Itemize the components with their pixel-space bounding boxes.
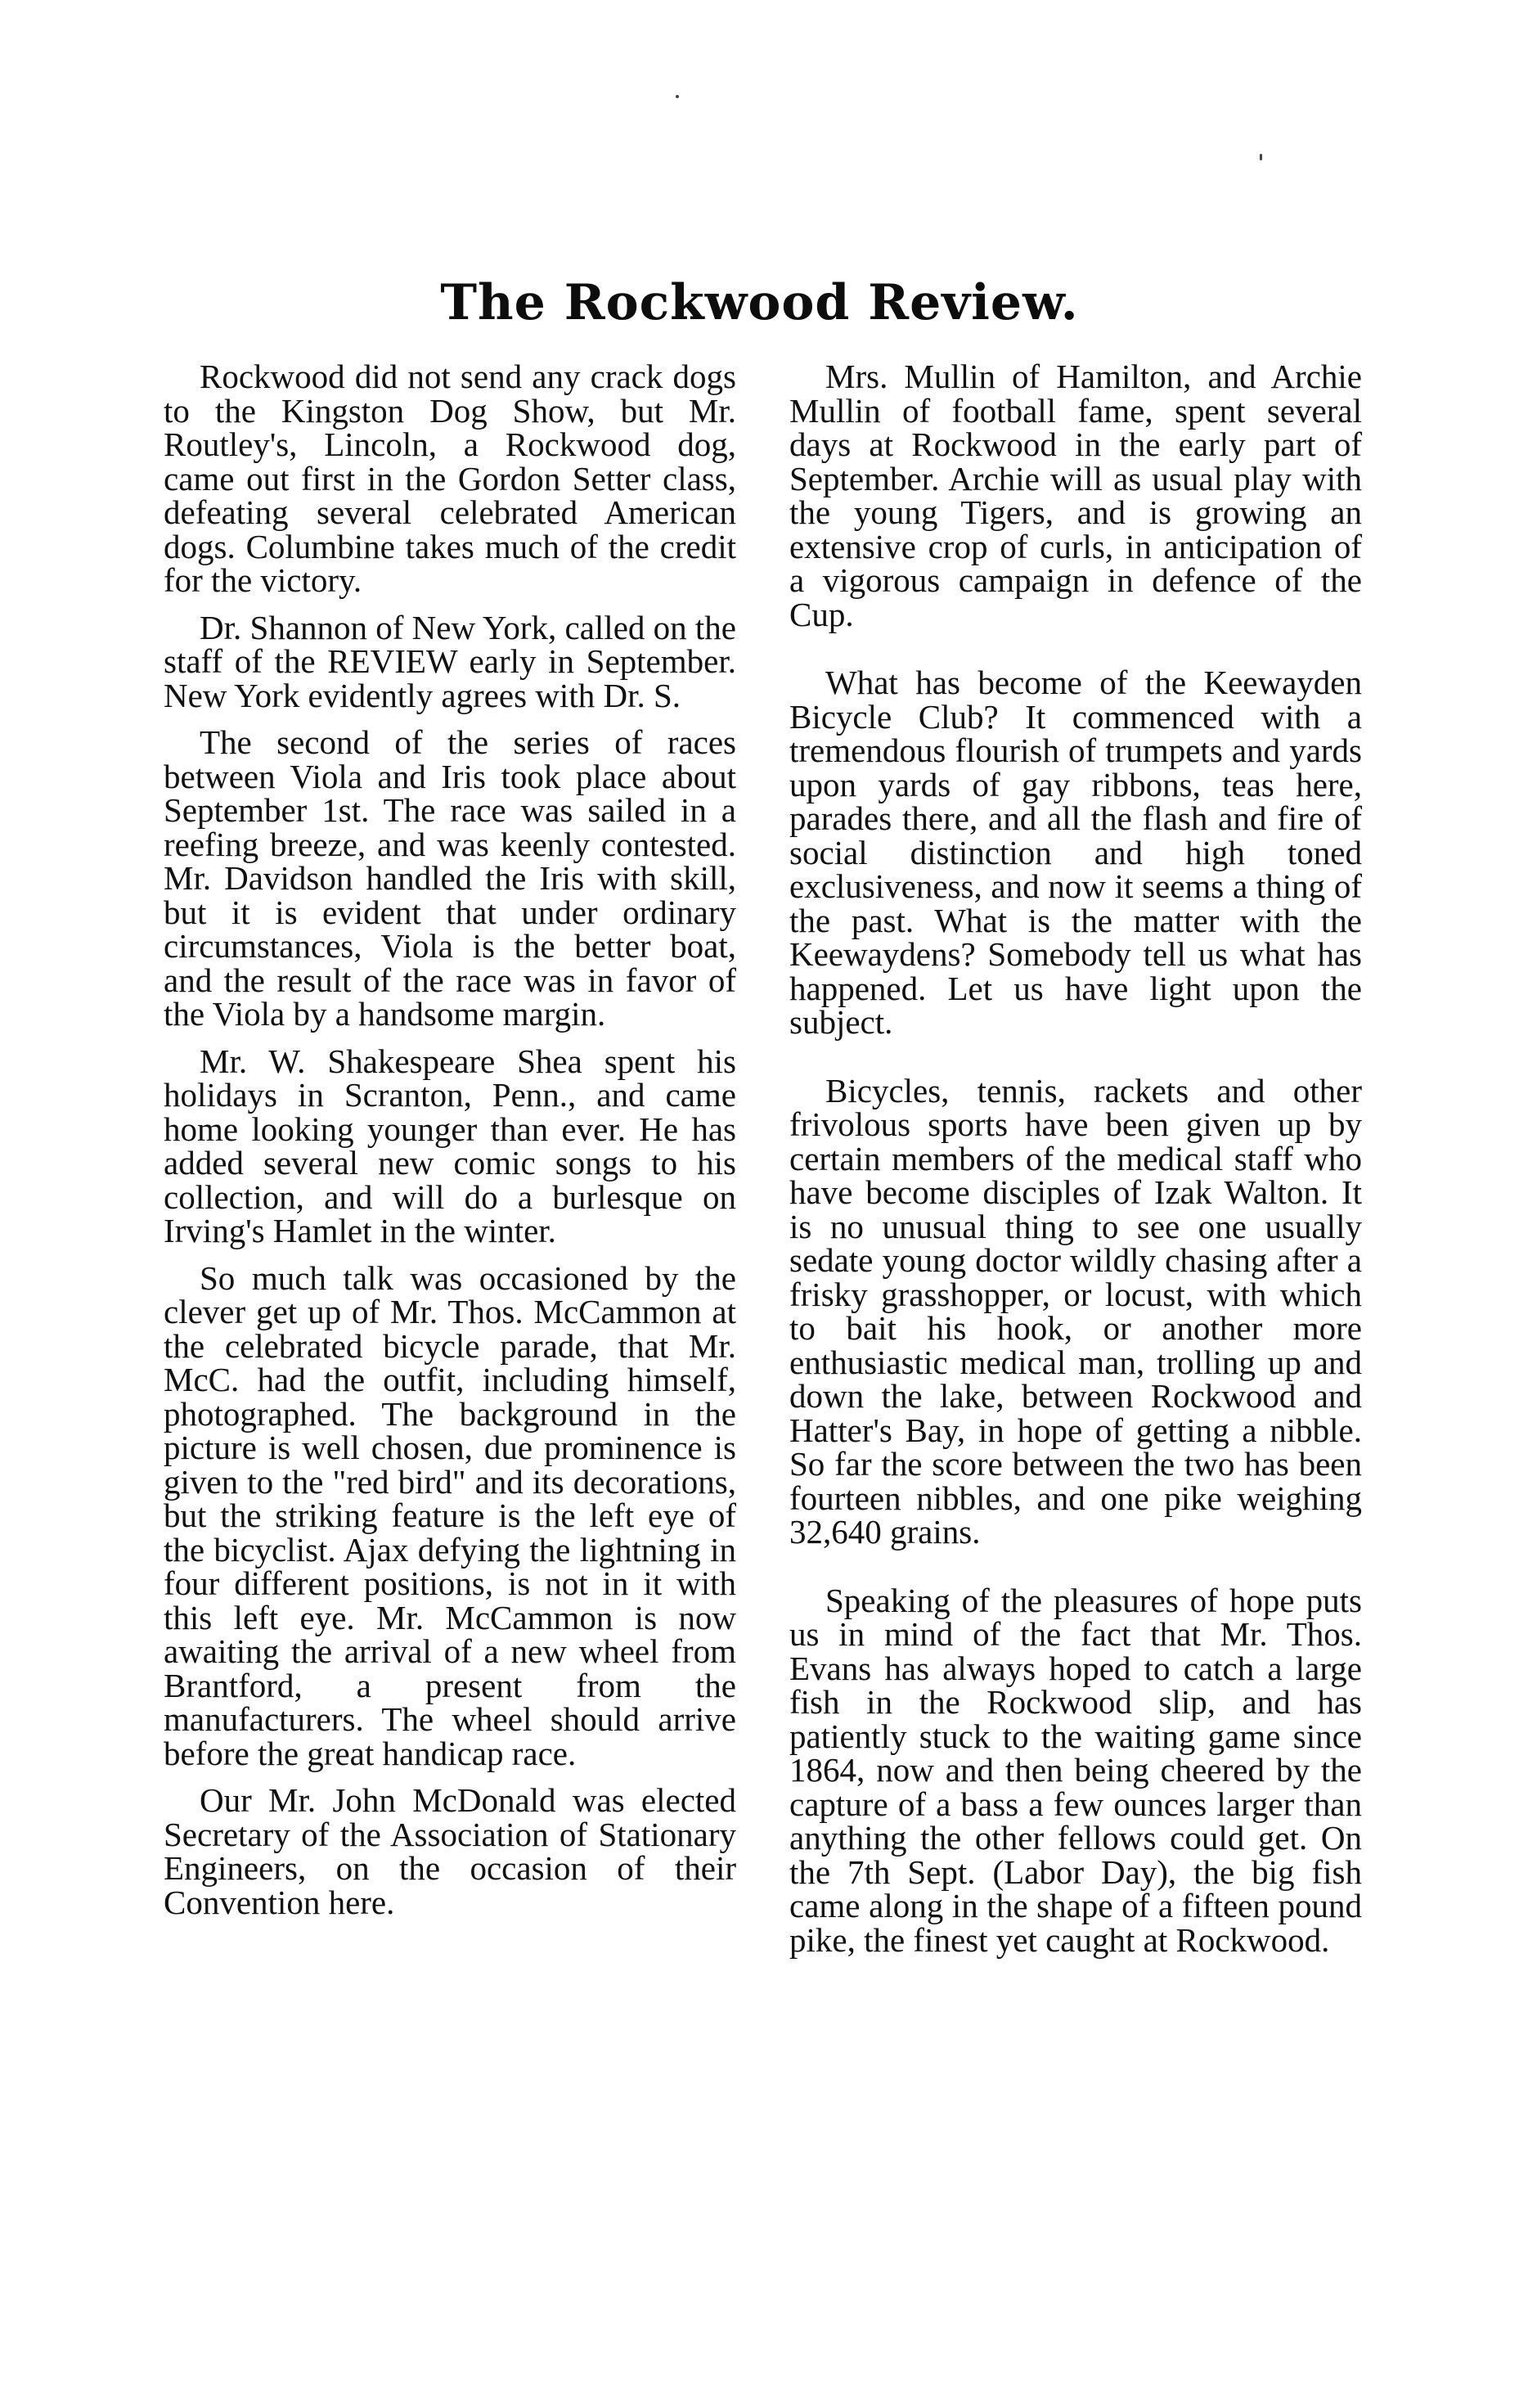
print-speck: [1260, 154, 1262, 160]
article-paragraph: Speaking of the pleasures of hope puts us in mind of the fact that Mr. Thos. Evans has always hoped to catch a large fish in the Rockwood slip, and has patiently stuck to the waiting game since 1864, now and then being cheered by the capture of a bass a few ounces larger than anything the other fellows could get. On the 7th Sept. (Labor Day), the big fish came along in the shape of a fifteen pound pike, the finest yet caught at Rockwood.: [789, 1581, 1362, 1959]
article-paragraph: Bicycles, tennis, rackets and other frivolous sports have been given up by certain members of the medical staff who have become disciples of Izak Walton. It is no unusual thing to see one usually sedate young doctor wildly chasing after a frisky grasshopper, or locust, with which to bait his hook, or another more enthusiastic medical man, trolling up and down the lake, between Rockwood and Hatter's Bay, in hope of getting a nibble. So far the score between the two has been fourteen nibbles, and one pike weighing 32,640 grains.: [789, 1071, 1362, 1551]
article-paragraph: Rockwood did not send any crack dogs to the Kingston Dog Show, but Mr. Routley's, Lincoln, a Rockwood dog, came out first in the Gordon Setter class, defeating several celebrated American dogs. Columbine takes much of the credit for the victory.: [164, 358, 736, 599]
article-paragraph: Mr. W. Shakespeare Shea spent his holidays in Scranton, Penn., and came home looking younger than ever. He has added several new comic songs to his collection, and will do a burlesque on Irving's Hamlet in the winter.: [164, 1042, 736, 1249]
article-paragraph: Mrs. Mullin of Hamilton, and Archie Mullin of football fame, spent several days at Rockwood in the early part of September. Archie will as usual play with the young Tigers, and is growing an extensive crop of curls, in anticipation of a vigorous campaign in defence of the Cup.: [789, 358, 1362, 633]
article-paragraph: Dr. Shannon of New York, called on the staff of the REVIEW early in September. New York evidently agrees with Dr. S.: [164, 608, 736, 714]
article-paragraph: Our Mr. John McDonald was elected Secretary of the Association of Stationary Engineers, on the occasion of their Convention here.: [164, 1781, 736, 1921]
left-column: [164, 360, 736, 1933]
page-title: The Rockwood Review.: [440, 274, 1079, 331]
article-paragraph: The second of the series of races between Viola and Iris took place about September 1st. The race was sailed in a reefing breeze, and was keenly contested. Mr. Davidson handled the Iris with skill, but it is evident that under ordinary circumstances, Viola is the better boat, and the result of the race was in favor of the Viola by a handsome margin.: [164, 723, 736, 1033]
article-paragraph: So much talk was occasioned by the clever get up of Mr. Thos. McCammon at the celebrated bicycle parade, that Mr. McC. had the outfit, including himself, photographed. The background in the picture is well chosen, due prominence is given to the "red bird" and its decorations, but the striking feature is the left eye of the bicyclist. Ajax defying the lightning in four different positions, is not in it with this left eye. Mr. McCammon is now awaiting the arrival of a new wheel from Brantford, a present from the manufacturers. The wheel should arrive before the great handicap race.: [164, 1258, 736, 1772]
article-paragraph: What has become of the Keewayden Bicycle Club? It commenced with a tremendous flourish of trumpets and yards upon yards of gay ribbons, teas here, parades there, and all the flash and fire of social distinction and high toned exclusiveness, and now it seems a thing of the past. What is the matter with the Keewaydens? Somebody tell us what has happened. Let us have light upon the subject.: [789, 664, 1362, 1041]
print-speck: [676, 95, 679, 98]
right-column: [789, 360, 1362, 1992]
